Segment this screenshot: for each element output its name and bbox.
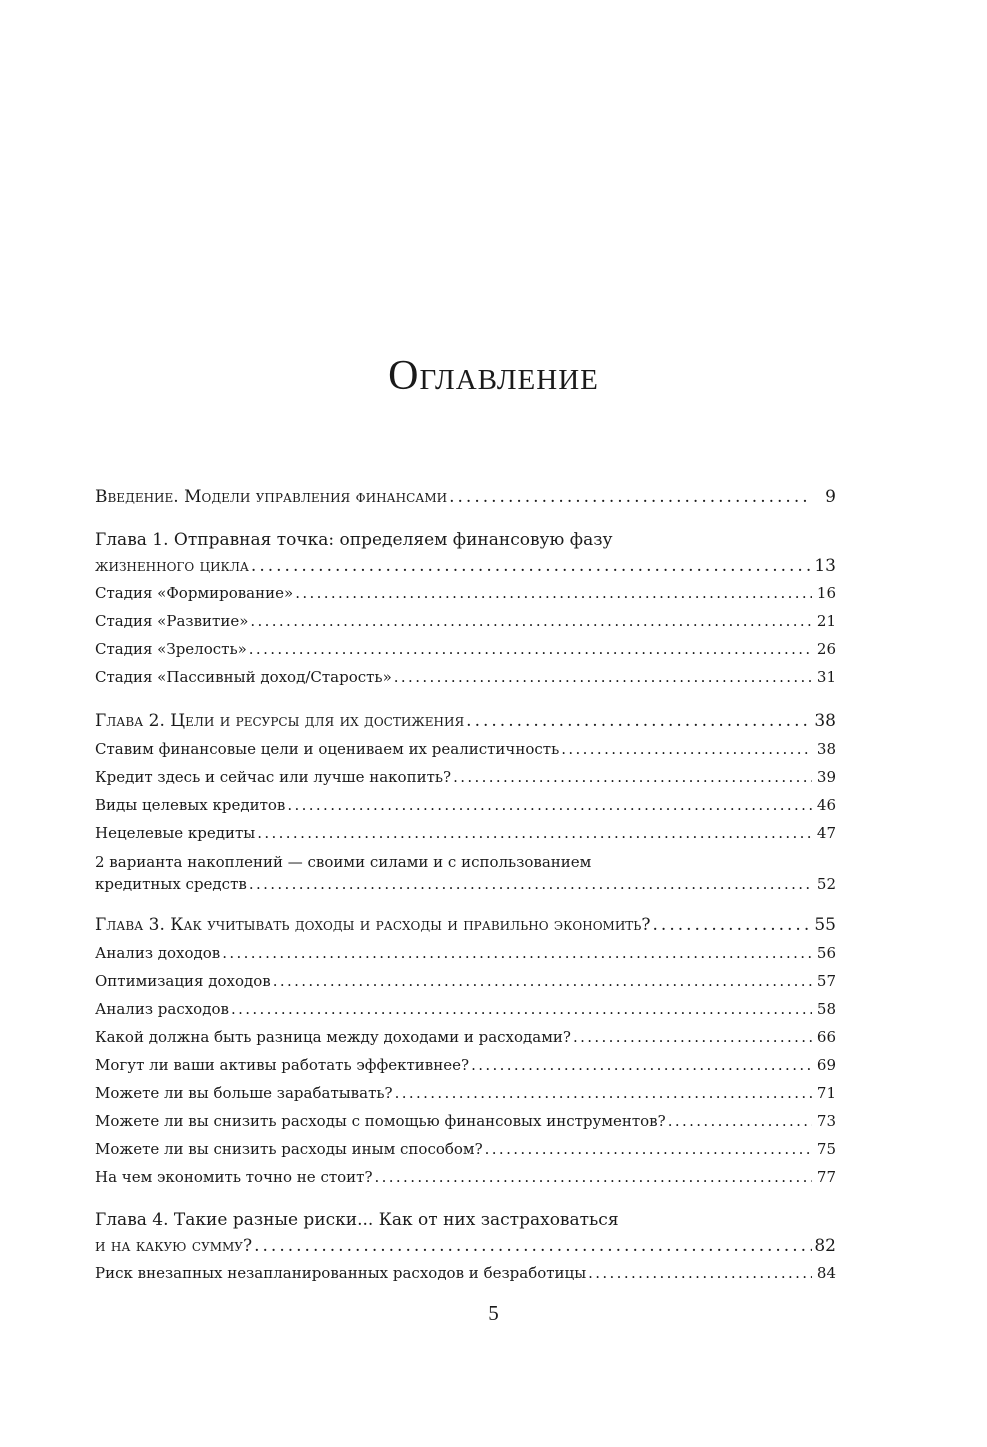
toc-page-number: 39 [816,768,836,786]
toc-page-number: 16 [816,584,836,602]
dot-leader [395,1079,812,1107]
toc-entry-section[interactable] [95,851,836,895]
toc-page-number: 75 [816,1140,836,1158]
toc-entry-chapter-1[interactable] [95,527,836,579]
toc-entry-label: кредитных средств [95,875,247,893]
toc-entry-chapter-4[interactable] [95,1207,836,1259]
toc-entry-label: Стадия «Зрелость» [95,640,247,658]
toc-entry-label: Какой должна быть разница между доходами и расходами? [95,1028,571,1046]
toc-entry-label: Глава 3. Как учитывать доходы и расходы и правильно экономить? [95,915,651,935]
toc-page-number: 26 [816,640,836,658]
toc-entry-section[interactable] [95,1107,836,1135]
toc-entry-label: Стадия «Формирование» [95,584,294,602]
toc-page-number: 71 [816,1084,836,1102]
toc-entry-label: Введение. Модели управления финансами [95,487,448,507]
toc-entry-section[interactable] [95,735,836,763]
dot-leader [254,1233,812,1259]
dot-leader [250,607,812,635]
page-title: Оглавление [388,353,599,399]
dot-leader [394,663,812,691]
toc-page-number: 56 [816,944,836,962]
dot-leader [251,553,812,579]
dot-leader [466,707,812,735]
toc-page-number: 69 [816,1056,836,1074]
toc-page-number: 55 [814,915,836,935]
toc-page-number: 73 [816,1112,836,1130]
toc-page-number: 82 [814,1236,836,1256]
dot-leader [231,995,812,1023]
toc-entry-label: Анализ доходов [95,944,221,962]
toc-entry-section[interactable] [95,635,836,663]
dot-leader [273,967,812,995]
toc-entry-label: Глава 2. Цели и ресурсы для их достижения [95,711,465,731]
dot-leader [449,483,812,511]
toc-entry-section[interactable] [95,1023,836,1051]
toc-page-number: 57 [816,972,836,990]
table-of-contents [95,483,836,1287]
dot-leader [653,911,813,939]
toc-entry-section[interactable] [95,1135,836,1163]
toc-entry-label: Риск внезапных незапланированных расходов и безработицы [95,1264,587,1282]
toc-entry-label: На чем экономить точно не стоит? [95,1168,373,1186]
dot-leader [295,579,812,607]
dot-leader [375,1163,812,1191]
toc-page-number: 58 [816,1000,836,1018]
toc-entry-label: Можете ли вы снизить расходы иным способом? [95,1140,483,1158]
toc-entry-section[interactable] [95,1051,836,1079]
toc-entry-label: Кредит здесь и сейчас или лучше накопить? [95,768,452,786]
dot-leader [668,1107,812,1135]
toc-page-number: 52 [816,875,836,893]
dot-leader [249,635,812,663]
toc-entry-label: Оптимизация доходов [95,972,271,990]
toc-entry-label: Можете ли вы снизить расходы с помощью финансовых инструментов? [95,1112,666,1130]
toc-entry-section[interactable] [95,1163,836,1191]
dot-leader [287,791,812,819]
toc-page-number: 38 [814,711,836,731]
toc-entry-chapter-2[interactable] [95,707,836,735]
dot-leader [485,1135,812,1163]
toc-entry-section[interactable] [95,1079,836,1107]
toc-entry-section[interactable] [95,995,836,1023]
toc-entry-section[interactable] [95,939,836,967]
dot-leader [257,819,812,847]
toc-entry-label: жизненного цикла [95,556,249,576]
toc-page-number: 47 [816,824,836,842]
dot-leader [222,939,812,967]
toc-page-number: 31 [816,668,836,686]
toc-entry-section[interactable] [95,967,836,995]
toc-page-number: 77 [816,1168,836,1186]
toc-entry-section[interactable] [95,791,836,819]
toc-page-number: 66 [816,1028,836,1046]
toc-entry-label: Можете ли вы больше зарабатывать? [95,1084,393,1102]
page-number: 5 [488,1301,499,1325]
toc-entry-label: Ставим финансовые цели и оцениваем их реалистичность [95,740,560,758]
toc-entry-label: и на какую сумму? [95,1236,253,1256]
dot-leader [588,1259,812,1287]
toc-entry-section[interactable] [95,819,836,847]
toc-page-number: 21 [816,612,836,630]
toc-entry-label: Нецелевые кредиты [95,824,256,842]
toc-entry-label: Анализ расходов [95,1000,229,1018]
toc-entry-label: Стадия «Развитие» [95,612,249,630]
dot-leader [471,1051,812,1079]
toc-entry-intro[interactable] [95,483,836,511]
toc-entry-section[interactable] [95,1259,836,1287]
dot-leader [453,763,812,791]
toc-entry-label-line1: Глава 4. Такие разные риски... Как от них застраховаться [95,1210,619,1230]
toc-page-number: 13 [814,556,836,576]
toc-page-number: 9 [825,487,836,507]
toc-entry-section[interactable] [95,579,836,607]
dot-leader [561,735,812,763]
toc-entry-label-line1: Глава 1. Отправная точка: определяем финансовую фазу [95,530,613,550]
toc-entry-section[interactable] [95,607,836,635]
toc-entry-label-line1: 2 варианта накоплений — своими силами и с использованием [95,853,592,871]
toc-entry-label: Стадия «Пассивный доход/Старость» [95,668,392,686]
toc-entry-label: Могут ли ваши активы работать эффективнее? [95,1056,470,1074]
dot-leader [573,1023,812,1051]
toc-page-number: 84 [816,1264,836,1282]
toc-page-number: 46 [816,796,836,814]
toc-page-number: 38 [816,740,836,758]
toc-entry-section[interactable] [95,763,836,791]
toc-entry-section[interactable] [95,663,836,691]
dot-leader [249,873,812,895]
toc-entry-label: Виды целевых кредитов [95,796,286,814]
toc-entry-chapter-3[interactable] [95,911,836,939]
